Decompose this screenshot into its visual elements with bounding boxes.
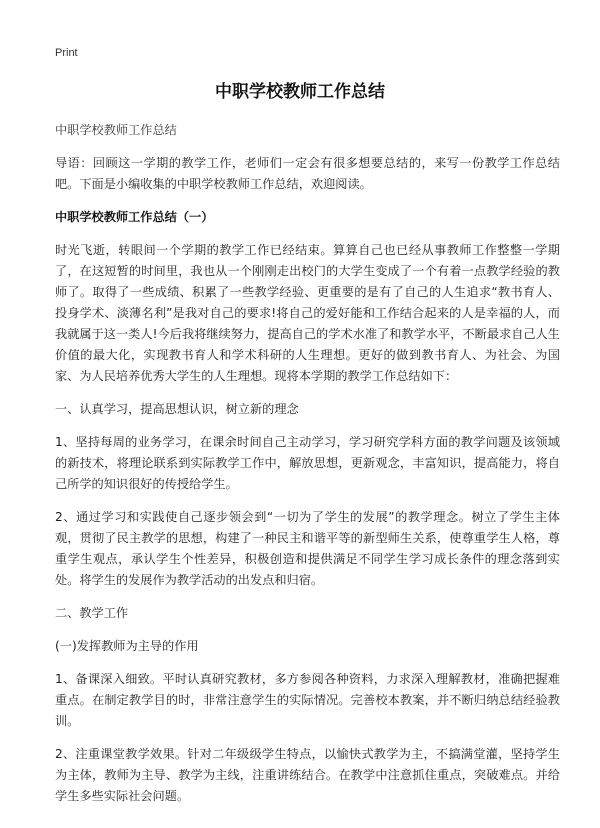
body-paragraph: 2、通过学习和实践使自己逐步领会到“一切为了学生的发展”的教学理念。树立了学生主体观，贯彻了民主教学的思想，构建了一种民主和谐平等的新型师生关系，使尊重学生人格，尊重学生观点，承认学生个性差异，积极创造和提供满足不同学生学习成长条件的理念落到实处。将学生的发展作为教学活动的出发点和归宿。 — [55, 510, 560, 587]
subsection-heading: 二、教学工作 — [55, 606, 129, 620]
subsection-subheading: (一)发挥教师为主导的作用 — [55, 639, 199, 653]
print-link[interactable]: Print — [55, 47, 78, 59]
article-subtitle: 中职学校教师工作总结 — [55, 123, 177, 137]
intro-paragraph: 导语：回顾这一学期的教学工作，老师们一定会有很多想要总结的，来写一份教学工作总结吧。下面是小编收集的中职学校教师工作总结，欢迎阅读。 — [55, 156, 560, 191]
section-heading: 中职学校教师工作总结（一） — [55, 210, 214, 224]
body-paragraph: 1、备课深入细致。平时认真研究教材，多方参阅各种资料，力求深入理解教材，准确把握难重点。在制定教学目的时，非常注意学生的实际情况。完善校本教案，并不断归纳总结经验教训。 — [55, 672, 560, 728]
article-body — [55, 120, 560, 819]
body-paragraph: 1、坚持每周的业务学习，在课余时间自己主动学习，学习研究学科方面的教学问题及该领域的新技术，将理论联系到实际教学工作中，解放思想，更新观念，丰富知识，提高能力，将自己所学的知识很好的传授给学生。 — [55, 435, 560, 491]
body-paragraph: 时光飞逝，转眼间一个学期的教学工作已经结束。算算自己也已经从事教师工作整整一学期了，在这短暂的时间里，我也从一个刚刚走出校门的大学生变成了一个有着一点教学经验的教师了。取得了一些成绩、积累了一些教学经验、更重要的是有了自己的人生追求“教书育人、投身学术、淡薄名利”是我对自己的要求!将自己的爱好能和工作结合起来的人是幸福的人，而我就属于这一类人!今后我将继续努力，提高自己的学术水准了和教学水平，不断最求自己人生价值的最大化，实现教书育人和学术科研的人生理想。更好的做到教书育人、为社会、为国家、为人民培养优秀大学生的人生理想。现将本学期的教学工作总结如下： — [55, 243, 560, 383]
body-paragraph: 2、注重课堂教学效果。针对二年级级学生特点，以愉快式教学为主，不搞满堂灌，坚持学生为主体，教师为主导、教学为主线，注重讲练结合。在教学中注意抓住重点，突破难点。并给学生多些实际社会问题。 — [55, 747, 560, 803]
subsection-heading: 一、认真学习，提高思想认识，树立新的理念 — [55, 402, 299, 416]
page-title: 中职学校教师工作总结 — [215, 82, 385, 102]
